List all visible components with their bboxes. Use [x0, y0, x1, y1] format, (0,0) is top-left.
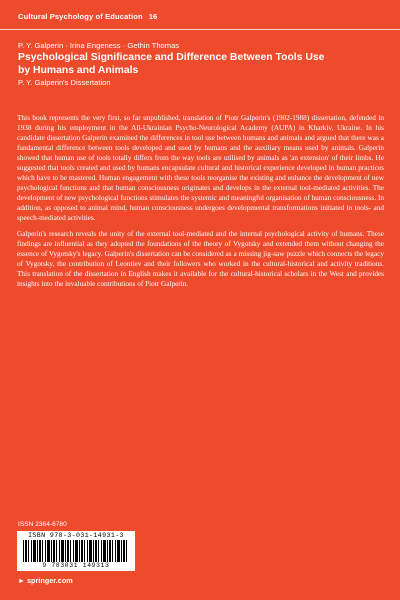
- book-subtitle: P. Y. Galperin's Dissertation: [18, 78, 111, 87]
- arrow-right-icon: ►: [18, 578, 25, 585]
- series-number: 16: [148, 12, 158, 21]
- divider: [0, 29, 400, 30]
- publisher-url-text: springer.com: [26, 576, 73, 585]
- barcode-digits: 9 783031 149313: [42, 562, 110, 569]
- barcode-bars: [23, 540, 129, 562]
- publisher-url[interactable]: [18, 576, 73, 585]
- back-cover-blurb: [17, 114, 384, 297]
- blurb-paragraph: Galperin's research reveals the unity of the external tool-mediated and the internal psychological activity of humans. These findings are influential as they adopted the foundations of the theory of Vygotsky and extended them without changing the essence of Vygotsky's legacy. Galperin's dissertation can be considered as a missing jig-saw puzzle which connects the legacy of Vygotsky, the contribution of Leontiev and their followers who worked in the cultural-historical and activity traditions. This translation of the dissertation in English makes it available for the cultural-historical scholars in the West and provides insights into the invaluable contributions of Piotr Galperin.: [17, 230, 384, 289]
- authors: P. Y. Galperin · Irina Engeness · Gethin Thomas: [18, 41, 180, 50]
- blurb-paragraph: This book represents the very first, so far unpublished, translation of Piotr Galperin's (1902-1988) dissertation, defended in 1938 during his employment in the All-Ukrainian Psycho-Neurological Academy (AUPA) in Kharkiv, Ukraine. In his candidate dissertation Galperin examined the differences in tool use between humans and animals and argued that there was a fundamental difference between tools developed and used by humans and the auxiliary means used by animals. Galperin showed that human use of tools totally differs from the way tools are utilised by animals as 'an extension' of their limbs. He suggested that tools created and used by humans encapsulate cultural and historical experience developed in human practices which have to be mastered. Human engagement with these tools reorganise the existing and enhance the development of new psychological functions and that human consciousness originates and develops in the external tool-mediated activities. The development of new psychological functions stimulates the systemic and meaningful organisation of human consciousness. In addition, as opposed to animal mind, human consciousness undergoes developmental transformations initiated in tools- and speech-mediated activities.: [17, 114, 384, 222]
- series-name: Cultural Psychology of Education: [18, 12, 143, 21]
- issn: ISSN 2364-6780: [18, 521, 67, 528]
- isbn-barcode: [17, 531, 135, 571]
- book-title: [18, 52, 378, 77]
- series-line: [18, 12, 157, 21]
- title-line: Psychological Significance and Difference Between Tools Use: [18, 52, 325, 63]
- isbn-label: ISBN 978-3-031-14931-3: [28, 532, 124, 539]
- title-line: by Humans and Animals: [18, 64, 139, 76]
